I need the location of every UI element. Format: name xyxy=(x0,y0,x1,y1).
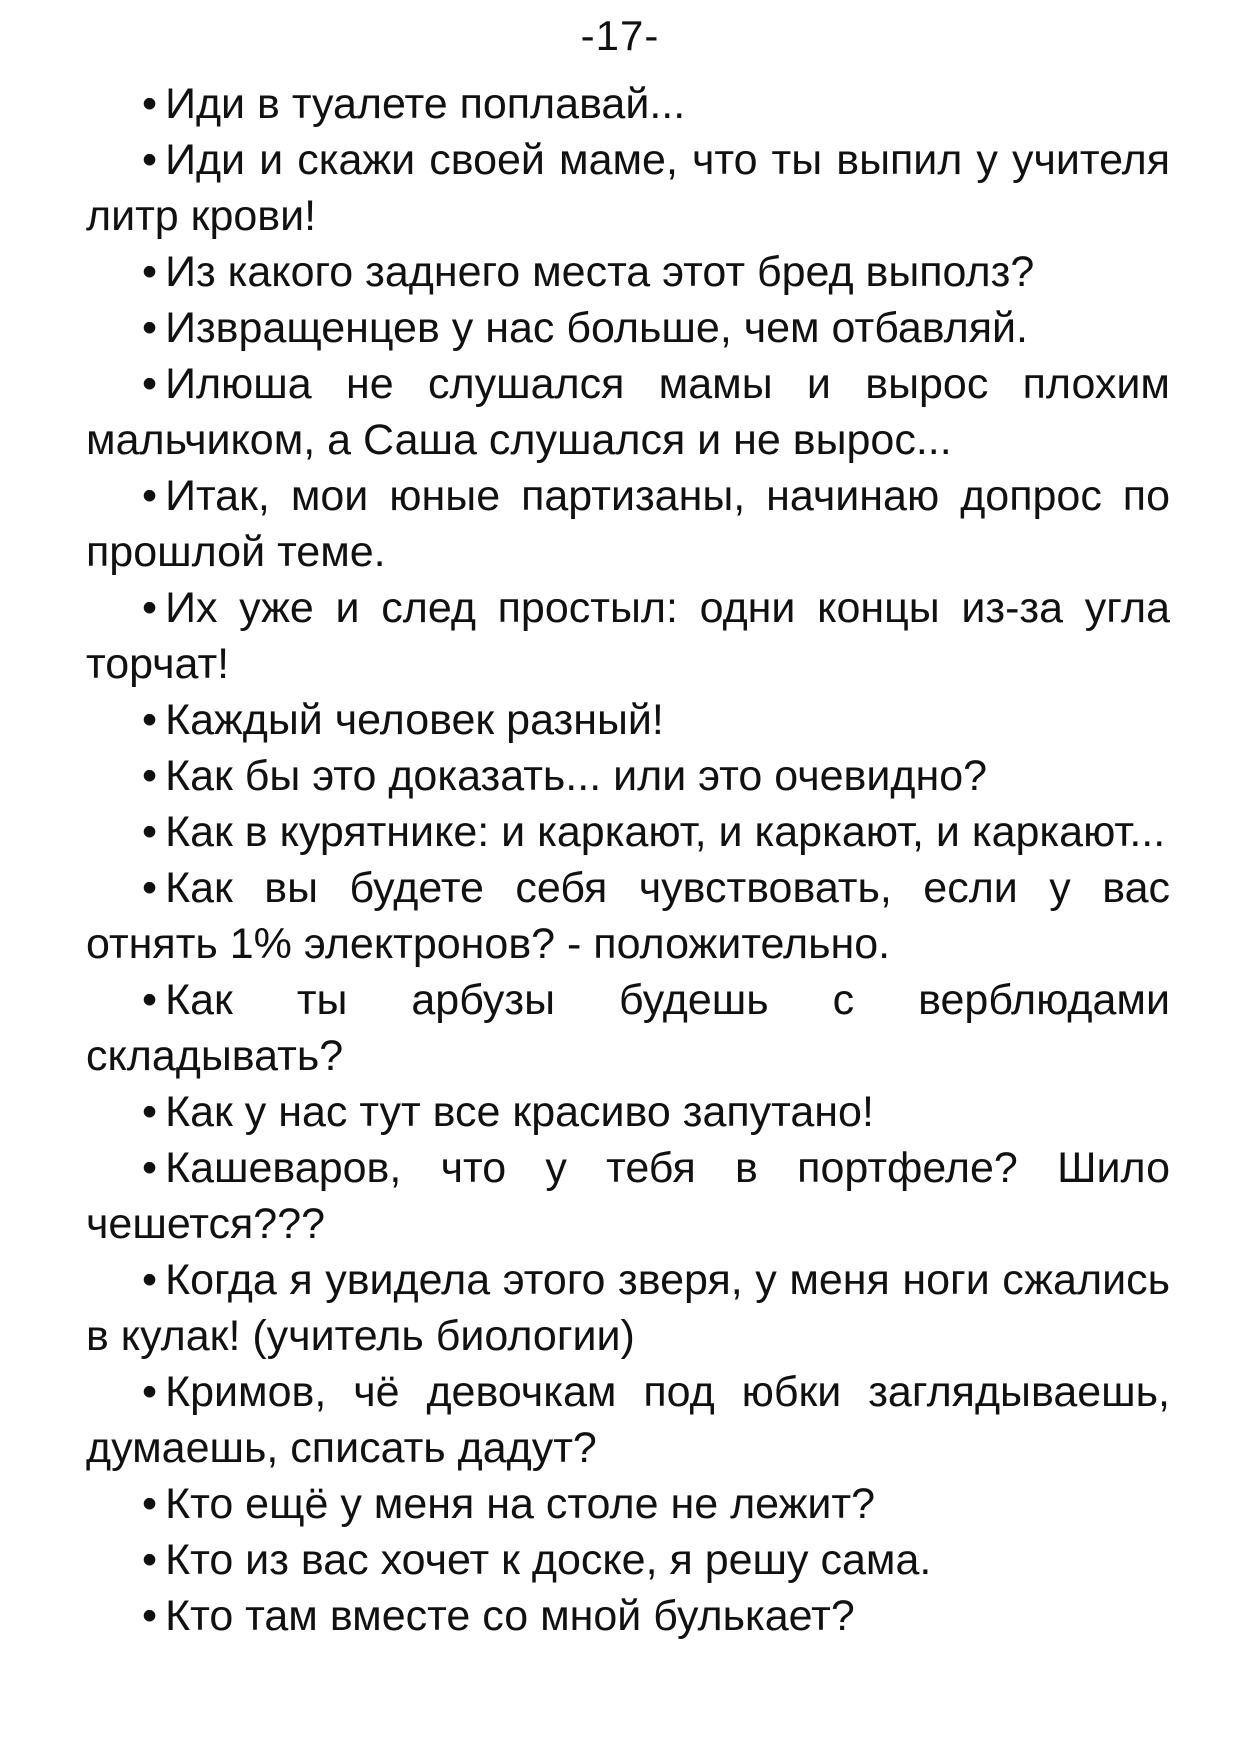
quotes-list xyxy=(86,76,1170,1644)
bullet-icon: • xyxy=(142,80,158,128)
list-item xyxy=(86,692,1170,748)
list-item-text: Каждый человек разный! xyxy=(165,696,664,744)
bullet-icon: • xyxy=(142,1256,158,1304)
list-item-text: Иди и скажи своей маме, что ты выпил у учителя литр крови! xyxy=(86,136,1170,240)
list-item-text: Кашеваров, что у тебя в портфеле? Шило чешется??? xyxy=(86,1144,1170,1248)
list-item-text: Кто там вместе со мной булькает? xyxy=(165,1592,855,1640)
bullet-icon: • xyxy=(142,1368,158,1416)
list-item xyxy=(86,244,1170,300)
list-item-text: Извращенцев у нас больше, чем отбавляй. xyxy=(165,304,1028,352)
page-number: -17- xyxy=(580,12,660,59)
list-item-text: Как в курятнике: и каркают, и каркают, и каркают... xyxy=(165,808,1166,856)
list-item xyxy=(86,860,1170,972)
list-item xyxy=(86,1364,1170,1476)
list-item-text: Илюша не слушался мамы и вырос плохим мальчиком, а Саша слушался и не вырос... xyxy=(86,360,1170,464)
bullet-icon: • xyxy=(142,1480,158,1528)
list-item-text: Как вы будете себя чувствовать, если у вас отнять 1% электронов? - положительно. xyxy=(86,864,1170,968)
list-item xyxy=(86,76,1170,132)
bullet-icon: • xyxy=(142,248,158,296)
list-item xyxy=(86,1476,1170,1532)
list-item xyxy=(86,132,1170,244)
bullet-icon: • xyxy=(142,1144,158,1192)
bullet-icon: • xyxy=(142,304,158,352)
list-item-text: Как ты арбузы будешь с верблюдами складывать? xyxy=(86,976,1170,1080)
bullet-icon: • xyxy=(142,136,158,184)
list-item-text: Из какого заднего места этот бред выполз? xyxy=(165,248,1035,296)
list-item xyxy=(86,972,1170,1084)
list-item xyxy=(86,1588,1170,1644)
list-item-text: Кримов, чё девочкам под юбки заглядываешь, думаешь, списать дадут? xyxy=(86,1368,1170,1472)
list-item-text: Кто из вас хочет к доске, я решу сама. xyxy=(165,1536,932,1584)
list-item xyxy=(86,1532,1170,1588)
list-item xyxy=(86,1084,1170,1140)
bullet-icon: • xyxy=(142,584,158,632)
list-item-text: Кто ещё у меня на столе не лежит? xyxy=(165,1480,876,1528)
bullet-icon: • xyxy=(142,360,158,408)
list-item-text: Итак, мои юные партизаны, начинаю допрос по прошлой теме. xyxy=(86,472,1170,576)
list-item-text: Иди в туалете поплавай... xyxy=(165,80,686,128)
list-item-text: Как у нас тут все красиво запутано! xyxy=(165,1088,874,1136)
bullet-icon: • xyxy=(142,864,158,912)
list-item xyxy=(86,1252,1170,1364)
bullet-icon: • xyxy=(142,752,158,800)
bullet-icon: • xyxy=(142,808,158,856)
bullet-icon: • xyxy=(142,1536,158,1584)
list-item-text: Их уже и след простыл: одни концы из-за угла торчат! xyxy=(86,584,1170,688)
bullet-icon: • xyxy=(142,472,158,520)
list-item xyxy=(86,748,1170,804)
bullet-icon: • xyxy=(142,976,158,1024)
list-item xyxy=(86,468,1170,580)
list-item xyxy=(86,1140,1170,1252)
list-item xyxy=(86,300,1170,356)
bullet-icon: • xyxy=(142,1592,158,1640)
list-item-text: Как бы это доказать... или это очевидно? xyxy=(165,752,988,800)
list-item-text: Когда я увидела этого зверя, у меня ноги сжались в кулак! (учитель биологии) xyxy=(86,1256,1170,1360)
bullet-icon: • xyxy=(142,1088,158,1136)
list-item xyxy=(86,356,1170,468)
list-item xyxy=(86,804,1170,860)
list-item xyxy=(86,580,1170,692)
bullet-icon: • xyxy=(142,696,158,744)
